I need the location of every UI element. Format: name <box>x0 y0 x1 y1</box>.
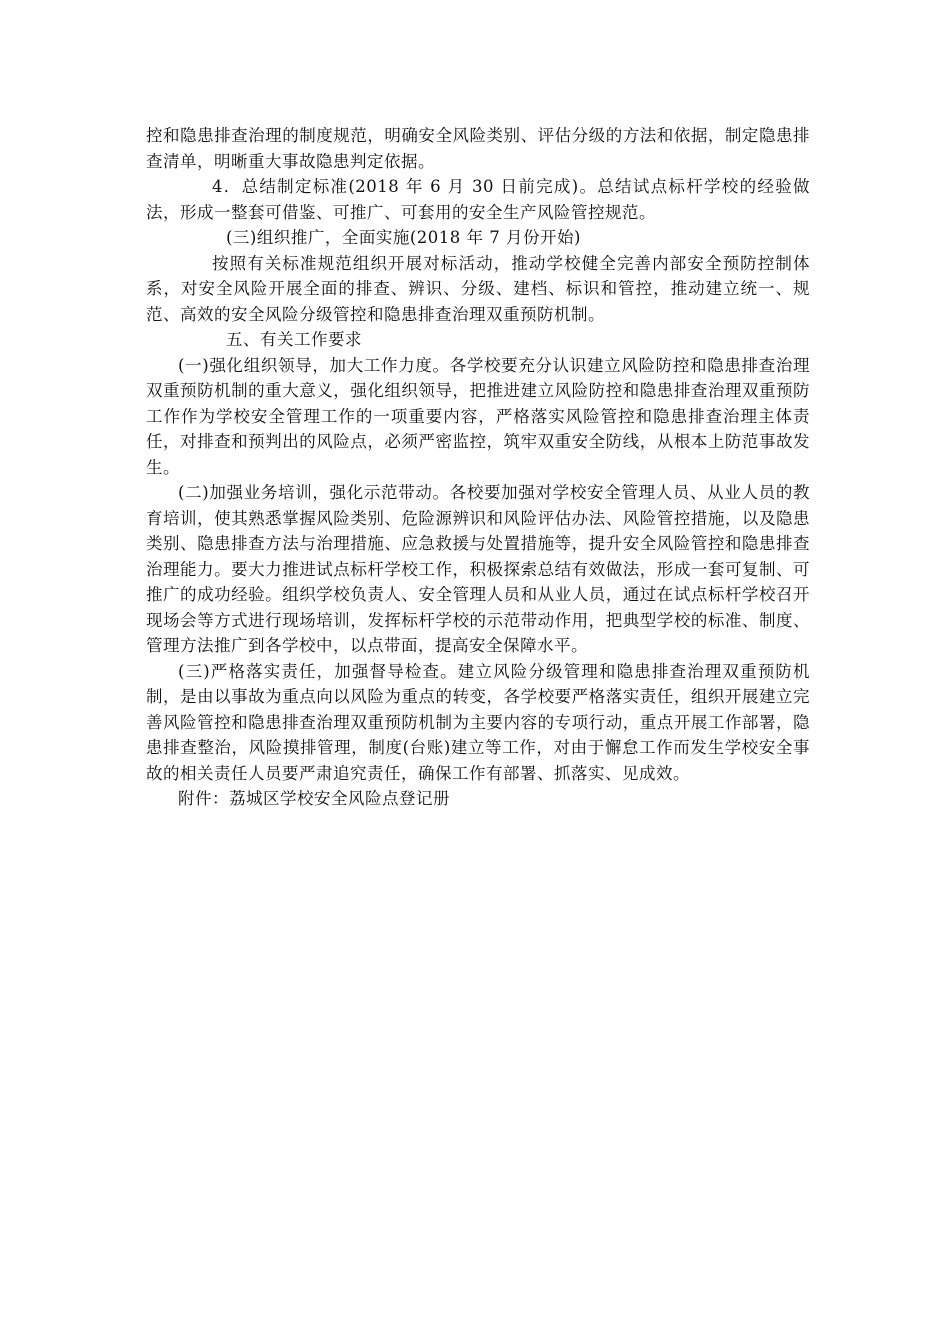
section-heading-3: (三)组织推广，全面实施(2018 年 7 月份开始) <box>226 228 581 247</box>
paragraph-item-4: 4．总结制定标准(2018 年 6 月 30 日前完成)。总结试点标杆学校的经验做法，形成一整套可借鉴、可推广、可套用的安全生产风险管控规范。 <box>146 177 810 222</box>
paragraph-continuation: 控和隐患排查治理的制度规范，明确安全风险类别、评估分级的方法和依据，制定隐患排查清单，明晰重大事故隐患判定依据。 <box>146 126 810 171</box>
paragraph-promotion: 按照有关标准规范组织开展对标活动，推动学校健全完善内部安全预防控制体系，对安全风险开展全面的排查、辨识、分级、建档、标识和管控，推动建立统一、规范、高效的安全风险分级管控和隐患排查治理双重预防机制。 <box>146 253 810 324</box>
document-body <box>146 123 810 812</box>
attachment-line: 附件：荔城区学校安全风险点登记册 <box>178 789 450 808</box>
paragraph-requirement-3: (三)严格落实责任，加强督导检查。建立风险分级管理和隐患排查治理双重预防机制，是由以事故为重点向以风险为重点的转变，各学校要严格落实责任，组织开展建立完善风险管控和隐患排查治理双重预防机制为主要内容的专项行动，重点开展工作部署，隐患排查整治，风险摸排管理，制度(台账)建立等工作，对由于懈怠工作而发生学校安全事故的相关责任人员要严肃追究责任，确保工作有部署、抓落实、见成效。 <box>146 661 810 783</box>
paragraph-requirement-1: (一)强化组织领导，加大工作力度。各学校要充分认识建立风险防控和隐患排查治理双重预防机制的重大意义，强化组织领导，把推进建立风险防控和隐患排查治理双重预防工作作为学校安全管理工作的一项重要内容，严格落实风险管控和隐患排查治理主体责任，对排查和预判出的风险点，必须严密监控，筑牢双重安全防线，从根本上防范事故发生。 <box>146 355 810 477</box>
paragraph-requirement-2: (二)加强业务培训，强化示范带动。各校要加强对学校安全管理人员、从业人员的教育培训，使其熟悉掌握风险类别、危险源辨识和风险评估办法、风险管控措施，以及隐患类别、隐患排查方法与治理措施、应急救援与处置措施等，提升安全风险管控和隐患排查治理能力。要大力推进试点标杆学校工作，积极探索总结有效做法，形成一套可复制、可推广的成功经验。组织学校负责人、安全管理人员和从业人员，通过在试点标杆学校召开现场会等方式进行现场培训，发挥标杆学校的示范带动作用，把典型学校的标准、制度、管理方法推广到各学校中，以点带面，提高安全保障水平。 <box>146 483 810 655</box>
section-heading-5: 五、有关工作要求 <box>226 330 362 349</box>
